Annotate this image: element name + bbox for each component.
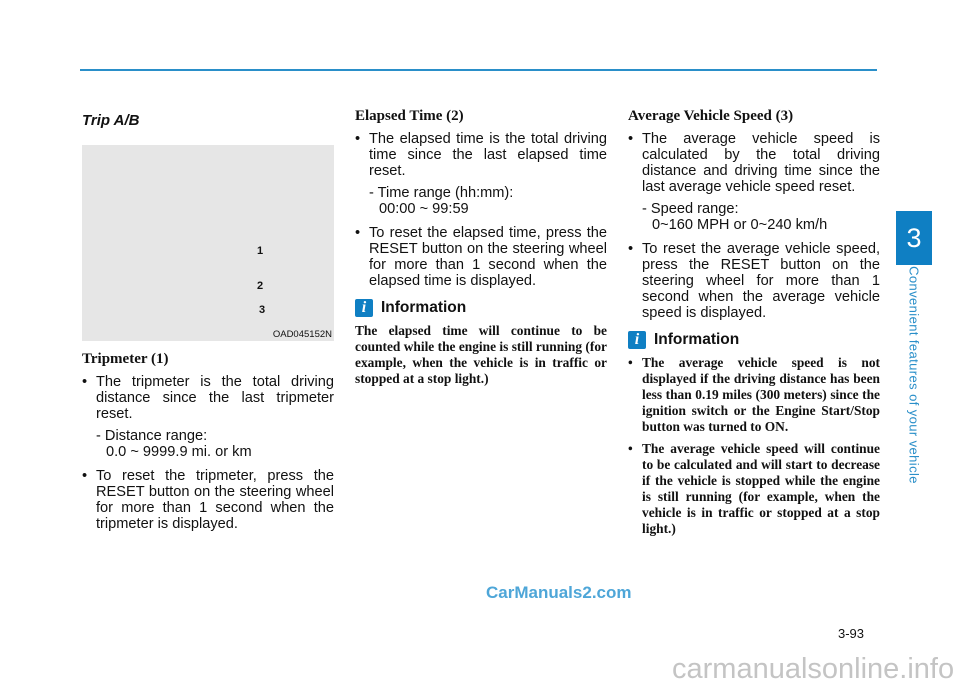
chapter-title: Convenient features of your vehicle (906, 266, 922, 484)
average-bullet-1: • The average vehicle speed is calculated by the total driving distance and driving time since the last average vehicle speed reset. (628, 131, 880, 195)
tripmeter-range-value: 0.0 ~ 9999.9 mi. or km (106, 444, 252, 460)
tripmeter-range (96, 428, 334, 460)
figure-callout-3: 3 (259, 304, 266, 316)
watermark-carmanuals2[interactable]: CarManuals2.com (486, 583, 632, 602)
average-bullet-2: • To reset the average vehicle speed, press the RESET button on the steering wheel for more than 1 second when the average vehicle speed is displayed. (628, 241, 880, 321)
info-icon: i (355, 299, 373, 317)
tripmeter-bullet-2: • To reset the tripmeter, press the RESET button on the steering wheel for more than 1 second when the tripmeter is displayed. (82, 468, 334, 532)
elapsed-range-value: 00:00 ~ 99:59 (379, 201, 469, 217)
tripmeter-bullet-1: • The tripmeter is the total driving distance since the last tripmeter reset. (82, 374, 334, 422)
page-number: 3-93 (838, 626, 865, 641)
info-title: Information (654, 331, 740, 348)
trip-figure (82, 145, 334, 341)
figure-code: OAD045152N (272, 329, 332, 340)
average-range-value: 0~160 MPH or 0~240 km/h (652, 217, 828, 233)
average-range (642, 201, 880, 233)
header-rule (80, 69, 877, 71)
elapsed-heading: Elapsed Time (2) (355, 108, 464, 124)
elapsed-info-header (355, 299, 607, 317)
average-info-bullet-2: • The average vehicle speed will continue to be calculated and will start to decrease if the vehicle is stopped while the engine is still running (for example, when the vehicle is in traffic or stopped at a stop light.) (628, 441, 880, 537)
info-icon: i (628, 331, 646, 349)
chapter-tab: 3 (896, 211, 932, 265)
figure-callout-2: 2 (257, 280, 264, 292)
elapsed-range-label: - Time range (hh:mm): (369, 185, 514, 201)
column-average (628, 108, 880, 543)
column-elapsed (355, 108, 607, 387)
tripmeter-heading: Tripmeter (1) (82, 351, 169, 367)
watermark-carmanualsonline: carmanualsonline.info (672, 653, 955, 685)
average-info-header (628, 331, 880, 349)
average-heading: Average Vehicle Speed (3) (628, 108, 794, 124)
elapsed-bullet-2: • To reset the elapsed time, press the RESET button on the steering wheel for more than 1 second when the elapsed time is displayed. (355, 225, 607, 289)
average-range-label: - Speed range: (642, 201, 739, 217)
elapsed-bullet-1: • The elapsed time is the total driving time since the last elapsed time reset. (355, 131, 607, 179)
column-trip (82, 108, 334, 538)
tripmeter-range-label: - Distance range: (96, 428, 208, 444)
elapsed-info-text: The elapsed time will continue to be counted while the engine is still running (for example, when the vehicle is in traffic or stopped at a stop light.) (355, 323, 607, 386)
average-info-bullet-1: • The average vehicle speed is not displayed if the driving distance has been less than 0.19 miles (300 meters) since the ignition switch or the Engine Start/Stop button was turned to ON. (628, 355, 880, 435)
elapsed-range (369, 185, 607, 217)
trip-heading: Trip A/B (82, 112, 140, 129)
info-title: Information (381, 299, 467, 316)
figure-callout-1: 1 (257, 245, 264, 257)
